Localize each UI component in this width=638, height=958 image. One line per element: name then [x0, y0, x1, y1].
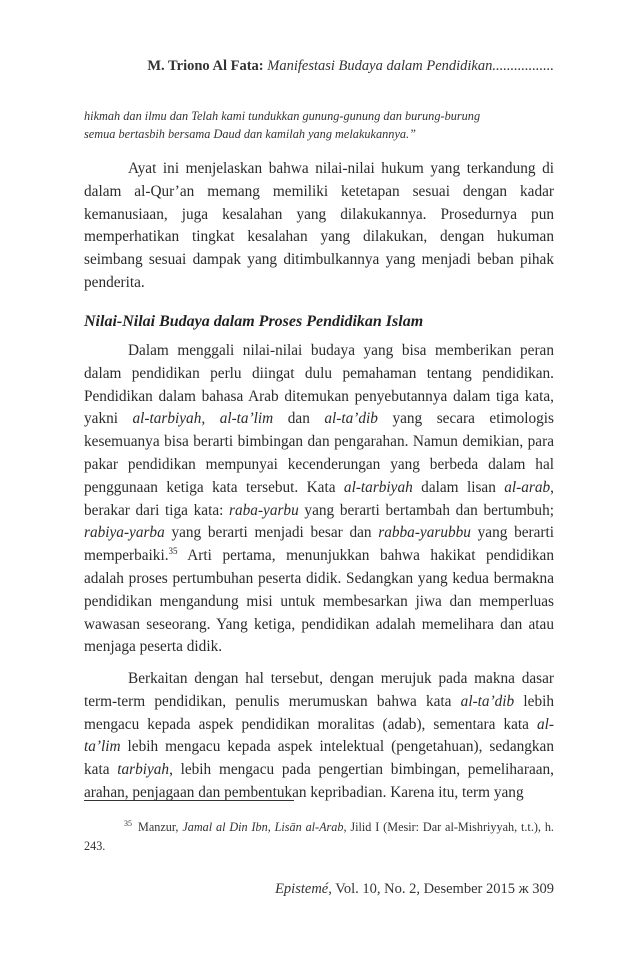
p3-text-1: Berkaitan dengan hal tersebut, dengan merujuk pada makna dasar term-term pendidikan, penulis merumuskan bahwa kata — [84, 670, 554, 710]
quote-line-1: hikmah dan ilmu dan Telah kami tundukkan gunung-gunung dan burung-burung — [84, 109, 481, 123]
page-footer — [84, 881, 554, 898]
quote-block — [84, 107, 554, 143]
p2-text-6: yang berarti bertambah dan bertumbuh; — [298, 501, 554, 519]
footnote-divider — [84, 800, 294, 801]
p2-text-4: dalam lisan — [412, 478, 505, 496]
p2-term-tadib: al-ta’dib — [324, 410, 378, 428]
p3-term-tarbiyah: tarbiyah — [117, 761, 170, 779]
p2-term-raba-yarbu: raba-yarbu — [229, 501, 299, 519]
p2-text-1: Dalam menggali nilai-nilai budaya yang bisa memberikan peran dalam pendidikan perlu diingat dulu pemahaman tentang pendidikan. Pendidikan dalam bahasa Arab ditemukan penyebutannya dalam tiga kata, yakni — [84, 342, 554, 428]
footnote-text-1: Manzur, — [138, 820, 183, 835]
p3-text-3: lebih mengacu kepada aspek intelektual (pengetahuan), sedangkan kata — [84, 738, 554, 779]
footnote-source-title: Jamal al Din Ibn, Lisān al-Arab — [182, 820, 344, 835]
p2-text-9: Arti pertama, menunjukkan bahwa hakikat pendidikan adalah proses pertumbuhan peserta didik. Sedangkan yang kedua bermakna pendidikan mengandung misi untuk membesarkan jiwa dan memperluas wawasan seseorang. Yang ketiga, pendidikan adalah memelihara dan atau menjaga peserta didik. — [84, 547, 554, 656]
paragraph-2 — [84, 340, 554, 659]
quote-line-2: semua bertasbih bersama Daud dan kamilah yang melakukannya.” — [84, 127, 416, 141]
journal-issue-page: , Vol. 10, No. 2, Desember 2015 ж 309 — [328, 881, 554, 897]
footnote-35 — [84, 814, 554, 856]
p2-term-rabba-yarubbu: rabba-yarubbu — [378, 524, 471, 542]
journal-name: Epistemé — [275, 881, 329, 897]
section-heading: Nilai-Nilai Budaya dalam Proses Pendidikan Islam — [84, 313, 424, 330]
p3-text-4: , lebih mengacu pada pengertian bimbingan, pemeliharaan, arahan, penjagaan dan pembentukan kepribadian. Karena itu, term yang — [84, 761, 554, 801]
p2-text-3: yang secara etimologis kesemuanya bisa berarti bimbingan dan pengarahan. Namun demikian, para pakar pendidikan mempunyai kecenderungan yang berbeda dalam hal penggunaan ketiga kata tersebut. Kata — [84, 410, 555, 496]
p3-term-tadib: al-ta’dib — [460, 692, 515, 710]
p2-term-tarbiyah-talim: al-tarbiyah, al-ta’lim — [132, 410, 274, 428]
paragraph-3 — [84, 668, 554, 805]
p2-text-5: , berakar dari tiga kata: — [84, 478, 554, 519]
footnote-text-2: , Jilid I (Mesir: Dar al-Mishriyyah, t.t.), h. 243. — [84, 820, 554, 854]
p3-term-talim: al-ta’lim — [84, 715, 554, 756]
footnote-mark: 35 — [124, 819, 132, 828]
p2-term-al-arab: al-arab — [504, 478, 551, 496]
paragraph-1: Ayat ini menjelaskan bahwa nilai-nilai hukum yang terkandung di dalam al-Qur’an memang memiliki ketetapan sesuai dengan kadar kemanusiaan, juga kesalahan yang dilakukannya. Prosedurnya pun memperhatikan tingkat kesalahan yang dilakukan, dengan hukuman seimbang sesuai dampak yang ditimbulkannya yang menjadi beban pihak penderita. — [84, 160, 554, 291]
footnote-reference[interactable]: 35 — [168, 546, 178, 557]
running-head-author: M. Triono Al Fata: — [147, 58, 264, 74]
p2-text-7: yang berarti menjadi besar dan — [164, 524, 379, 542]
running-head-title: Manifestasi Budaya dalam Pendidikan................. — [267, 58, 554, 74]
p2-term-tarbiyah: al-tarbiyah — [343, 478, 413, 496]
p3-text-2: lebih mengacu kepada aspek pendidikan moralitas (adab), sementara kata — [84, 692, 554, 733]
p2-term-rabiya-yarba: rabiya-yarba — [84, 524, 165, 542]
running-head — [84, 58, 554, 75]
p2-text-8: yang berarti memperbaiki. — [84, 524, 554, 565]
p2-text-2: dan — [273, 410, 325, 428]
